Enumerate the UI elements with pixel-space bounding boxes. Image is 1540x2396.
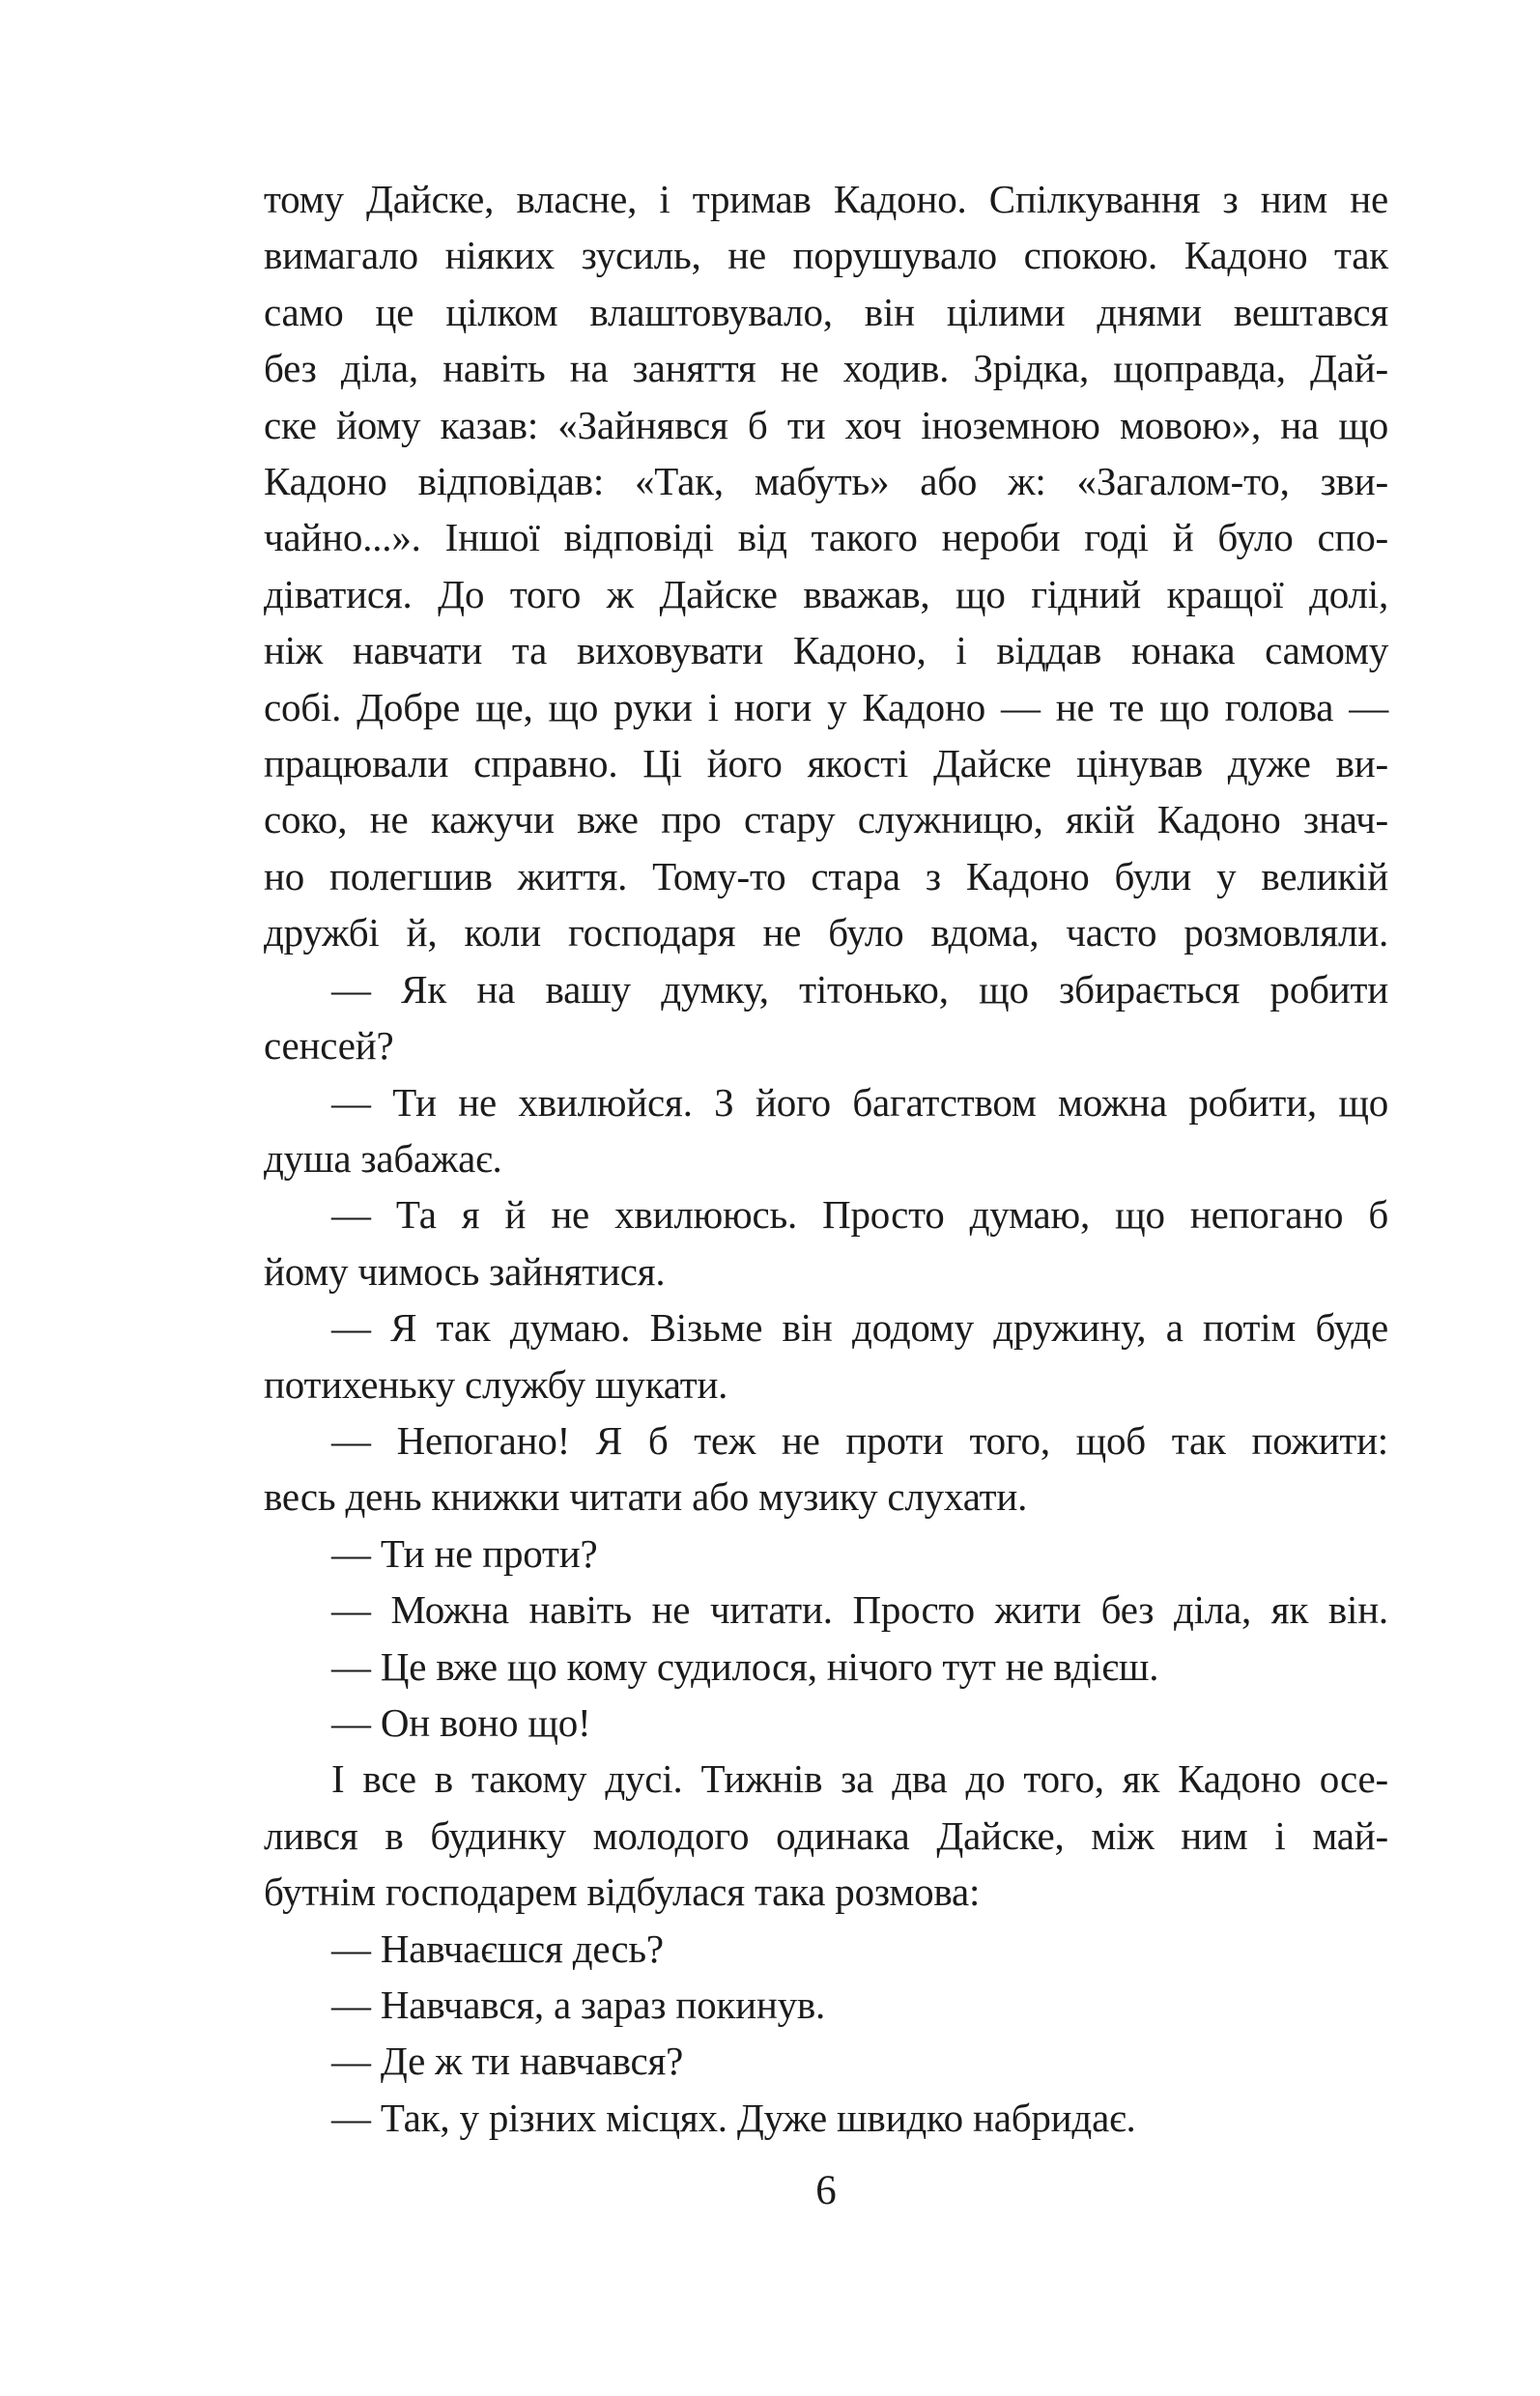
text-line: — Ти не хвилюйся. З його багатством можна робити, що bbox=[331, 1079, 1388, 1125]
text-line: чайно...». Іншої відповіді від такого нероби годі й було спо- bbox=[264, 515, 1388, 560]
text-line: весь день книжки читати або музику слухати. bbox=[264, 1474, 1028, 1520]
text-line: — Можна навіть не читати. Просто жити без діла, як він. bbox=[331, 1587, 1388, 1633]
text-line: діватися. До того ж Дайске вважав, що гідний кращої долі, bbox=[264, 571, 1388, 616]
page-text-block bbox=[264, 171, 1388, 2146]
text-line: — Он воно що! bbox=[331, 1699, 591, 1745]
text-line: — Навчався, а зараз покинув. bbox=[331, 1982, 826, 2027]
text-line: — Я так думаю. Візьме він додому дружину, а потім буде bbox=[331, 1305, 1388, 1351]
text-line: бутнім господарем відбулася така розмова: bbox=[264, 1869, 981, 1915]
text-line: соко, не кажучи вже про стару служницю, якій Кадоно знач- bbox=[264, 797, 1388, 842]
text-line: — Де ж ти навчався? bbox=[331, 2039, 684, 2084]
text-line: йому чимось зайнятися. bbox=[264, 1248, 666, 1294]
text-line: — Так, у різних місцях. Дуже швидко набридає. bbox=[331, 2095, 1136, 2140]
text-line: Кадоно відповідав: «Так, мабуть» або ж: «Загалом-то, зви- bbox=[264, 459, 1388, 504]
text-line: — Як на вашу думку, тітонько, що збирається робити bbox=[331, 966, 1388, 1012]
text-line: ске йому казав: «Зайнявся б ти хоч іноземною мовою», на що bbox=[264, 402, 1388, 447]
text-line: дружбі й, коли господаря не було вдома, часто розмовляли. bbox=[264, 910, 1388, 956]
text-line: І все в такому дусі. Тижнів за два до того, як Кадоно осе- bbox=[331, 1756, 1388, 1802]
text-line: — Це вже що кому судилося, нічого тут не вдієш. bbox=[331, 1643, 1159, 1689]
text-line: вимагало ніяких зусиль, не порушувало спокою. Кадоно так bbox=[264, 233, 1388, 278]
text-line: душа забажає. bbox=[264, 1135, 502, 1181]
text-line: без діла, навіть на заняття не ходив. Зрідка, щоправда, Дай- bbox=[264, 346, 1388, 391]
text-line: тому Дайске, власне, і тримав Кадоно. Спілкування з ним не bbox=[264, 177, 1388, 221]
text-line: працювали справно. Ці його якості Дайске цінував дуже ви- bbox=[264, 741, 1388, 786]
text-line: само це цілком влаштовувало, він цілими днями вештався bbox=[264, 289, 1388, 334]
text-line: сенсей? bbox=[264, 1023, 394, 1069]
text-line: потихеньку службу шукати. bbox=[264, 1361, 728, 1407]
text-line: собі. Добре ще, що руки і ноги у Кадоно — не те що голова — bbox=[264, 684, 1388, 729]
text-line: — Ти не проти? bbox=[331, 1530, 598, 1576]
text-line: ніж навчати та виховувати Кадоно, і віддав юнака самому bbox=[264, 628, 1388, 673]
text-line: — Непогано! Я б теж не проти того, щоб так пожити: bbox=[331, 1417, 1388, 1463]
text-line: — Навчаєшся десь? bbox=[331, 1925, 664, 1971]
page-number: 6 bbox=[815, 2168, 837, 2213]
text-line: но полегшив життя. Тому-то стара з Кадоно були у великій bbox=[264, 853, 1388, 898]
text-line: лився в будинку молодого одинака Дайске, між ним і май- bbox=[264, 1812, 1388, 1858]
text-line: — Та я й не хвилююсь. Просто думаю, що непогано б bbox=[331, 1192, 1388, 1238]
